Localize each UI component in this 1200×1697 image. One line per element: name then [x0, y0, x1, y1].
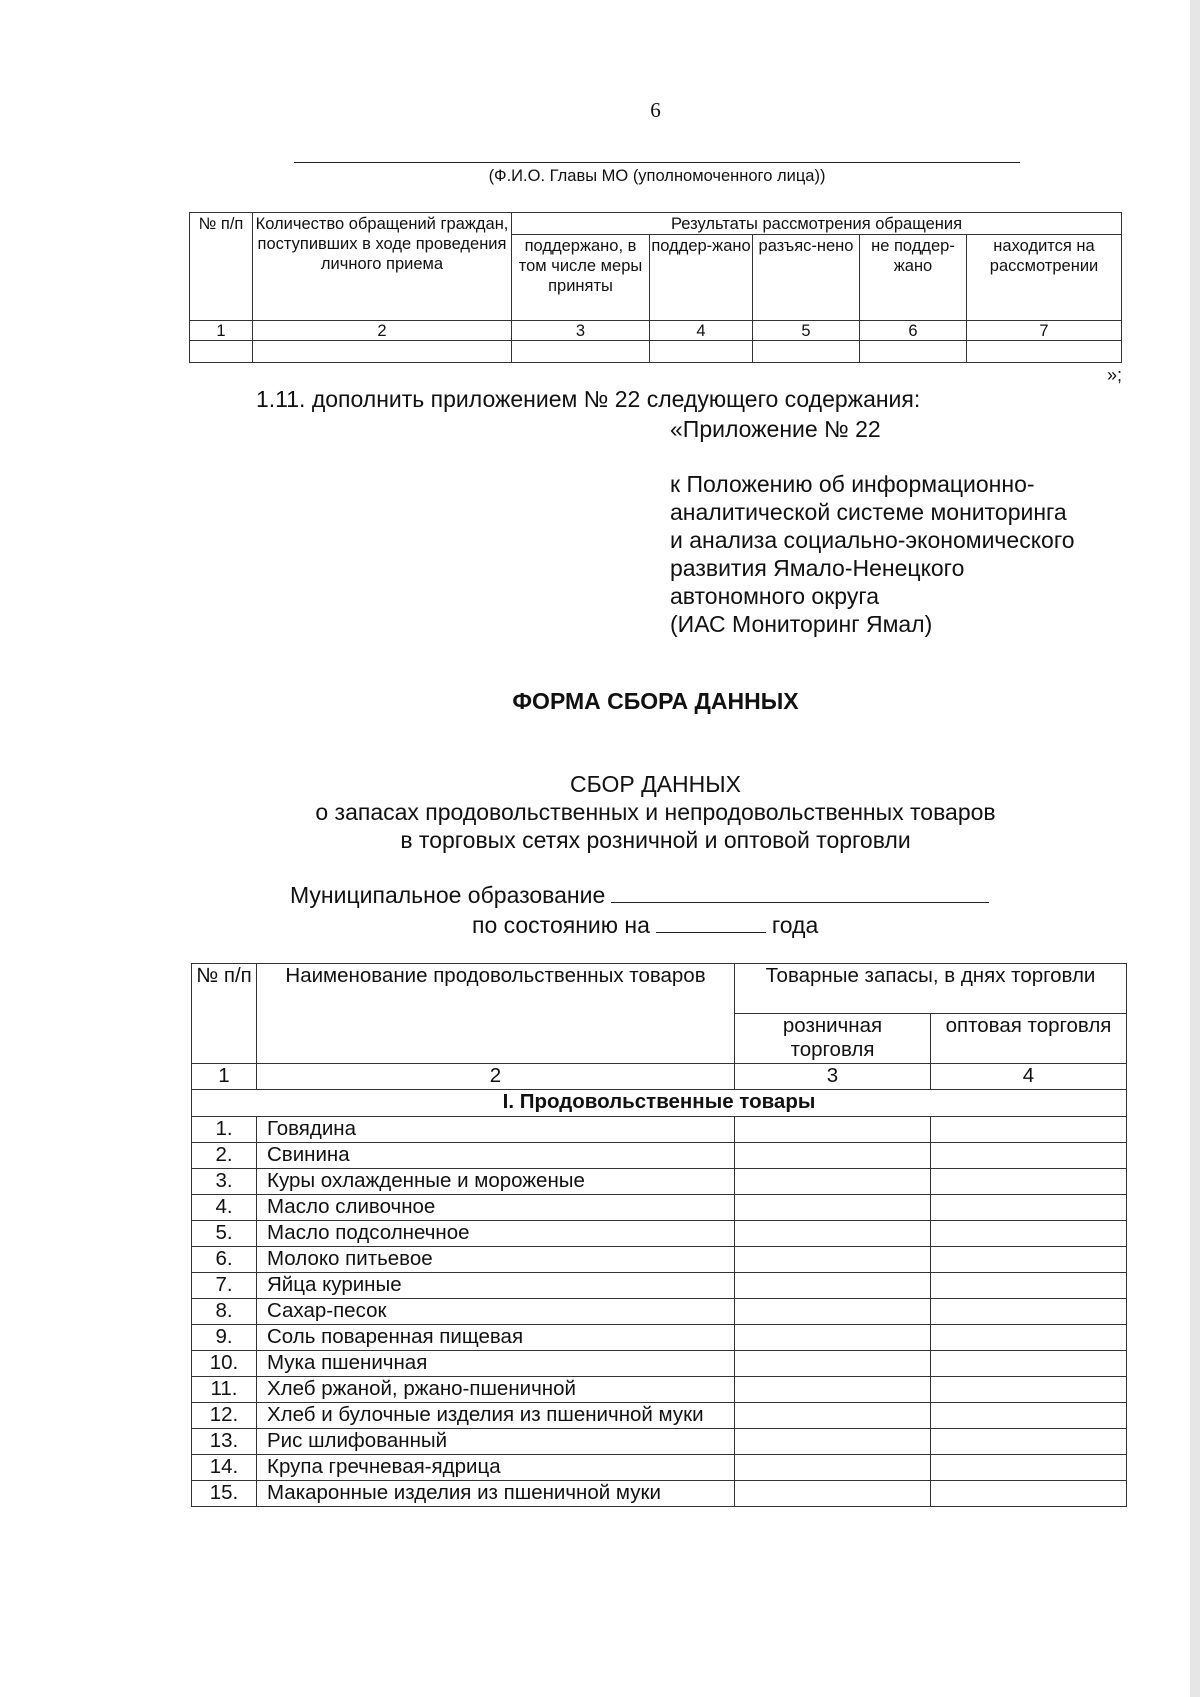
t1-num: 6	[860, 321, 967, 341]
wholesale-cell	[931, 1351, 1127, 1377]
annex-title: «Приложение № 22	[670, 416, 881, 442]
row-number: 6.	[192, 1247, 257, 1273]
t1-num: 4	[650, 321, 753, 341]
municipality-blank[interactable]	[611, 882, 989, 903]
annex-line: и анализа социально-экономического	[670, 527, 1075, 553]
t1-empty-cell	[860, 341, 967, 363]
table-row	[192, 1143, 1127, 1169]
as-of-label: по состоянию на	[472, 912, 650, 938]
product-name: Говядина	[257, 1117, 735, 1143]
retail-cell	[735, 1429, 931, 1455]
row-number: 8.	[192, 1299, 257, 1325]
wholesale-cell	[931, 1195, 1127, 1221]
product-name: Свинина	[257, 1143, 735, 1169]
t2-section-title: I. Продовольственные товары	[192, 1090, 1127, 1117]
row-number: 12.	[192, 1403, 257, 1429]
t1-num: 3	[512, 321, 650, 341]
row-number: 1.	[192, 1117, 257, 1143]
date-field	[472, 912, 818, 939]
signature-caption: (Ф.И.О. Главы МО (уполномоченного лица))	[488, 167, 826, 185]
annex-line: аналитической системе мониторинга	[670, 499, 1067, 525]
date-blank[interactable]	[656, 912, 766, 933]
retail-cell	[735, 1351, 931, 1377]
t2-retail-header: розничная торговля	[735, 1014, 931, 1064]
row-number: 5.	[192, 1221, 257, 1247]
row-number: 15.	[192, 1481, 257, 1507]
product-name: Яйца куриные	[257, 1273, 735, 1299]
page-number: 6	[650, 98, 661, 122]
t1-num: 5	[753, 321, 860, 341]
t1-num: 1	[190, 321, 253, 341]
retail-cell	[735, 1481, 931, 1507]
t1-empty-cell	[253, 341, 512, 363]
wholesale-cell	[931, 1117, 1127, 1143]
form-title: ФОРМА СБОРА ДАННЫХ	[512, 688, 799, 714]
collection-line: о запасах продовольственных и непродовольственных товаров	[315, 799, 996, 825]
t2-num: 1	[192, 1064, 257, 1090]
year-label: года	[771, 912, 819, 938]
wholesale-cell	[931, 1299, 1127, 1325]
t1-results-header: Результаты рассмотрения обращения	[512, 213, 1122, 235]
appeals-table	[189, 212, 1122, 363]
t1-sub-explained: разъяс-нено	[753, 235, 860, 321]
table-row	[192, 1377, 1127, 1403]
wholesale-cell	[931, 1221, 1127, 1247]
retail-cell	[735, 1221, 931, 1247]
annex-line: (ИАС Мониторинг Ямал)	[670, 611, 933, 637]
t2-num: 2	[257, 1064, 735, 1090]
product-name: Соль поваренная пищевая	[257, 1325, 735, 1351]
t2-wholesale-header: оптовая торговля	[931, 1014, 1127, 1064]
t1-sub-supported-measures: поддержано, в том числе меры приняты	[512, 235, 650, 321]
retail-cell	[735, 1403, 931, 1429]
annex-line: к Положению об информационно-	[670, 471, 1035, 497]
annex-reference	[670, 470, 1075, 638]
table-row	[192, 1325, 1127, 1351]
wholesale-cell	[931, 1325, 1127, 1351]
product-name: Рис шлифованный	[257, 1429, 735, 1455]
product-name: Крупа гречневая-ядрица	[257, 1455, 735, 1481]
collection-line: в торговых сетях розничной и оптовой торговли	[400, 827, 911, 853]
retail-cell	[735, 1325, 931, 1351]
t1-num: 7	[967, 321, 1122, 341]
t1-sub-in-review: находится на рассмотрении	[967, 235, 1122, 321]
collection-heading	[0, 770, 1200, 854]
t1-empty-cell	[512, 341, 650, 363]
table-row	[192, 1273, 1127, 1299]
annex-line: развития Ямало-Ненецкого	[670, 555, 965, 581]
wholesale-cell	[931, 1429, 1127, 1455]
row-number: 11.	[192, 1377, 257, 1403]
wholesale-cell	[931, 1377, 1127, 1403]
municipality-label: Муниципальное образование	[290, 882, 606, 908]
table-row	[192, 1169, 1127, 1195]
t1-sub-not-supported: не поддер-жано	[860, 235, 967, 321]
t1-col-num: № п/п	[190, 213, 253, 321]
table-row	[192, 1429, 1127, 1455]
product-name: Мука пшеничная	[257, 1351, 735, 1377]
product-name: Масло подсолнечное	[257, 1221, 735, 1247]
retail-cell	[735, 1247, 931, 1273]
retail-cell	[735, 1117, 931, 1143]
row-number: 14.	[192, 1455, 257, 1481]
signature-line	[294, 162, 1020, 163]
row-number: 4.	[192, 1195, 257, 1221]
row-number: 13.	[192, 1429, 257, 1455]
t2-col-num: № п/п	[192, 964, 257, 1064]
retail-cell	[735, 1377, 931, 1403]
row-number: 10.	[192, 1351, 257, 1377]
table-row	[192, 1299, 1127, 1325]
product-name: Макаронные изделия из пшеничной муки	[257, 1481, 735, 1507]
t1-empty-cell	[650, 341, 753, 363]
wholesale-cell	[931, 1247, 1127, 1273]
municipality-field	[290, 882, 989, 909]
table-row	[192, 1351, 1127, 1377]
t2-body	[192, 1117, 1127, 1507]
stock-table	[191, 963, 1127, 1507]
annex-line: автономного округа	[670, 583, 879, 609]
t2-col-name: Наименование продовольственных товаров	[257, 964, 735, 1064]
table-row	[192, 1247, 1127, 1273]
t1-sub-supported: поддер-жано	[650, 235, 753, 321]
closing-quote: »;	[1107, 365, 1123, 385]
table-row	[192, 1403, 1127, 1429]
table-row	[192, 1195, 1127, 1221]
retail-cell	[735, 1273, 931, 1299]
t1-col-count: Количество обращений граждан, поступивших в ходе проведения личного приема	[253, 213, 512, 321]
wholesale-cell	[931, 1143, 1127, 1169]
table-row	[192, 1221, 1127, 1247]
t1-empty-cell	[753, 341, 860, 363]
t1-num: 2	[253, 321, 512, 341]
t1-empty-cell	[967, 341, 1122, 363]
amendment-text: 1.11. дополнить приложением № 22 следующего содержания:	[256, 386, 921, 412]
product-name: Масло сливочное	[257, 1195, 735, 1221]
wholesale-cell	[931, 1455, 1127, 1481]
retail-cell	[735, 1455, 931, 1481]
wholesale-cell	[931, 1169, 1127, 1195]
wholesale-cell	[931, 1273, 1127, 1299]
t1-empty-cell	[190, 341, 253, 363]
product-name: Молоко питьевое	[257, 1247, 735, 1273]
product-name: Куры охлажденные и мороженые	[257, 1169, 735, 1195]
wholesale-cell	[931, 1481, 1127, 1507]
retail-cell	[735, 1299, 931, 1325]
row-number: 2.	[192, 1143, 257, 1169]
row-number: 9.	[192, 1325, 257, 1351]
table-row	[192, 1481, 1127, 1507]
collection-title: СБОР ДАННЫХ	[570, 771, 741, 797]
t2-num: 4	[931, 1064, 1127, 1090]
wholesale-cell	[931, 1403, 1127, 1429]
table-row	[192, 1455, 1127, 1481]
product-name: Сахар-песок	[257, 1299, 735, 1325]
retail-cell	[735, 1195, 931, 1221]
product-name: Хлеб ржаной, ржано-пшеничной	[257, 1377, 735, 1403]
row-number: 3.	[192, 1169, 257, 1195]
table-row	[192, 1117, 1127, 1143]
t2-num: 3	[735, 1064, 931, 1090]
product-name: Хлеб и булочные изделия из пшеничной муки	[257, 1403, 735, 1429]
retail-cell	[735, 1169, 931, 1195]
retail-cell	[735, 1143, 931, 1169]
row-number: 7.	[192, 1273, 257, 1299]
t2-stock-header: Товарные запасы, в днях торговли	[735, 964, 1127, 1014]
